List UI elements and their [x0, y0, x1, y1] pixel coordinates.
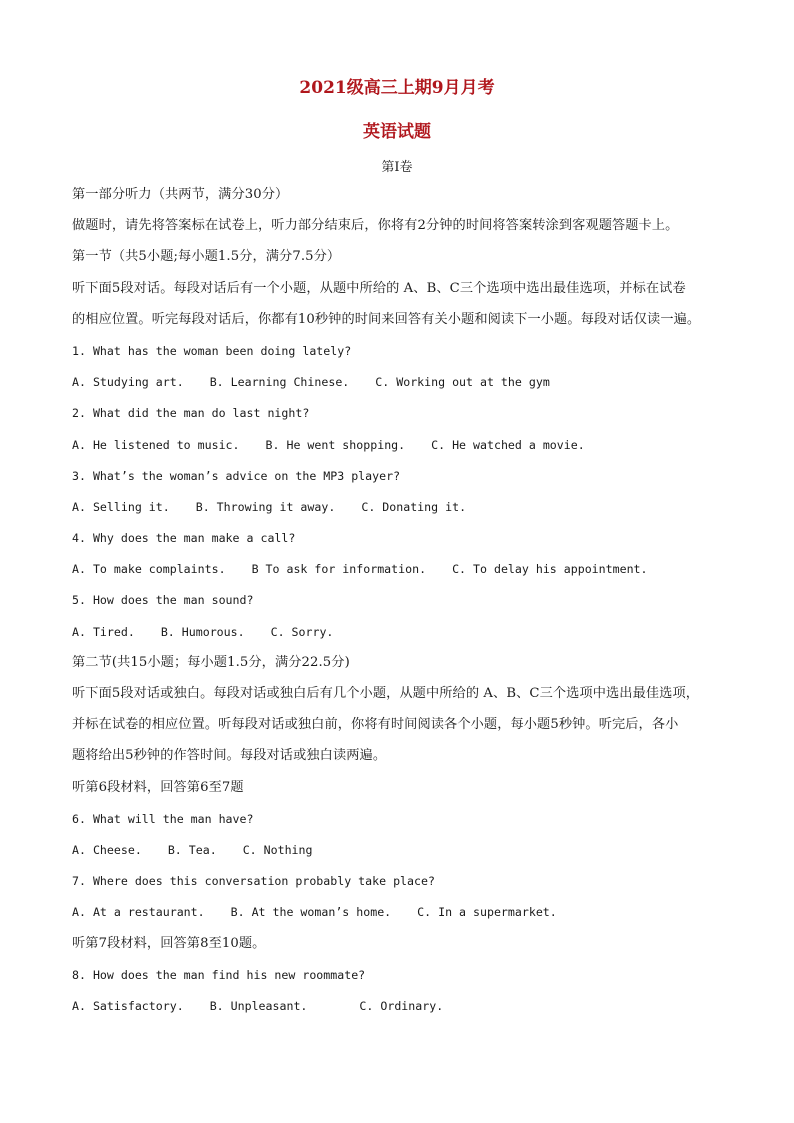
question-4-options — [72, 560, 722, 591]
option-c: C. In a supermarket. — [417, 905, 557, 920]
option-b: B To ask for information. — [251, 562, 427, 577]
question-5-options — [72, 623, 722, 654]
question-3: 3. What’s the woman’s advice on the MP3 player? — [72, 468, 401, 483]
material-7-heading: 听第7段材料，回答第8至10题。 — [72, 935, 266, 951]
option-b: B. Throwing it away. — [195, 499, 336, 514]
question-8-options — [72, 997, 722, 1028]
section1-heading: 第一节（共5小题;每小题1.5分，满分7.5分） — [72, 249, 341, 265]
option-a: A. Studying art. — [72, 375, 184, 390]
option-a: A. He listened to music. — [72, 437, 240, 452]
part1-heading: 第一部分听力（共两节，满分30分） — [72, 187, 289, 202]
material-6-heading: 听第6段材料，回答第6至7题 — [72, 779, 244, 795]
option-a: A. Tired. — [72, 624, 135, 639]
section2-instruction-2: 并标在试卷的相应位置。听每段对话或独白前，你将有时间阅读各个小题，每小题5秒钟。听完后，各小 — [72, 717, 679, 733]
option-b: B. He went shopping. — [265, 437, 406, 452]
option-a: A. To make complaints. — [72, 562, 226, 577]
question-6: 6. What will the man have? — [72, 811, 254, 826]
option-b: B. Tea. — [167, 842, 217, 857]
question-2: 2. What did the man do last night? — [72, 406, 310, 421]
question-6-options — [72, 841, 722, 872]
section1-instruction-2: 的相应位置。听完每段对话后，你都有10秒钟的时间来回答有关小题和阅读下一小题。每段对话仅读一遍。 — [72, 311, 701, 327]
section1-instruction-1: 听下面5段对话。每段对话后有一个小题，从题中所给的 A、B、C三个选项中选出最佳选项，并标在试卷 — [72, 280, 686, 296]
option-c: C. Sorry. — [270, 624, 334, 639]
option-a: A. At a restaurant. — [72, 905, 205, 920]
question-1-options — [72, 373, 722, 404]
section2-instruction-1: 听下面5段对话或独白。每段对话或独白后有几个小题，从题中所给的 A、B、C三个选项中选出最佳选项， — [72, 686, 700, 701]
option-c: C. Nothing — [242, 842, 313, 857]
option-c: C. He watched a movie. — [431, 437, 585, 452]
section2-instruction-3: 题将给出5秒钟的作答时间。每段对话或独白读两遍。 — [72, 748, 387, 764]
option-b: B. Humorous. — [160, 624, 245, 639]
section2-heading: 第二节(共15小题；每小题1.5分，满分22.5分) — [72, 654, 350, 670]
option-a: A. Cheese. — [72, 842, 142, 857]
volume-label: 第Ⅰ卷 — [381, 160, 413, 175]
option-b: B. Unpleasant. — [209, 998, 308, 1013]
exam-body — [72, 186, 722, 1028]
question-3-options — [72, 498, 722, 529]
option-b: B. At the woman’s home. — [230, 905, 392, 920]
option-b: B. Learning Chinese. — [209, 375, 350, 390]
option-c: C. Ordinary. — [359, 998, 444, 1013]
question-7-options — [72, 903, 722, 934]
option-c: C. To delay his appointment. — [452, 562, 648, 577]
subject-title: 英语试题 — [363, 122, 431, 142]
question-2-options — [72, 436, 722, 467]
part1-instruction: 做题时，请先将答案标在试卷上，听力部分结束后，你将有2分钟的时间将答案转涂到客观题答题卡上。 — [72, 218, 679, 234]
question-8: 8. How does the man find his new roommate? — [72, 967, 366, 982]
question-5: 5. How does the man sound? — [72, 593, 254, 608]
question-1: 1. What has the woman been doing lately? — [72, 343, 352, 358]
option-c: C. Working out at the gym — [375, 375, 550, 390]
option-a: A. Satisfactory. — [72, 998, 184, 1013]
exam-title: 2021级高三上期9月月考 — [299, 78, 495, 98]
option-a: A. Selling it. — [72, 499, 170, 514]
question-7: 7. Where does this conversation probably take place? — [72, 874, 435, 889]
question-4: 4. Why does the man make a call? — [72, 531, 296, 546]
option-c: C. Donating it. — [361, 499, 467, 514]
